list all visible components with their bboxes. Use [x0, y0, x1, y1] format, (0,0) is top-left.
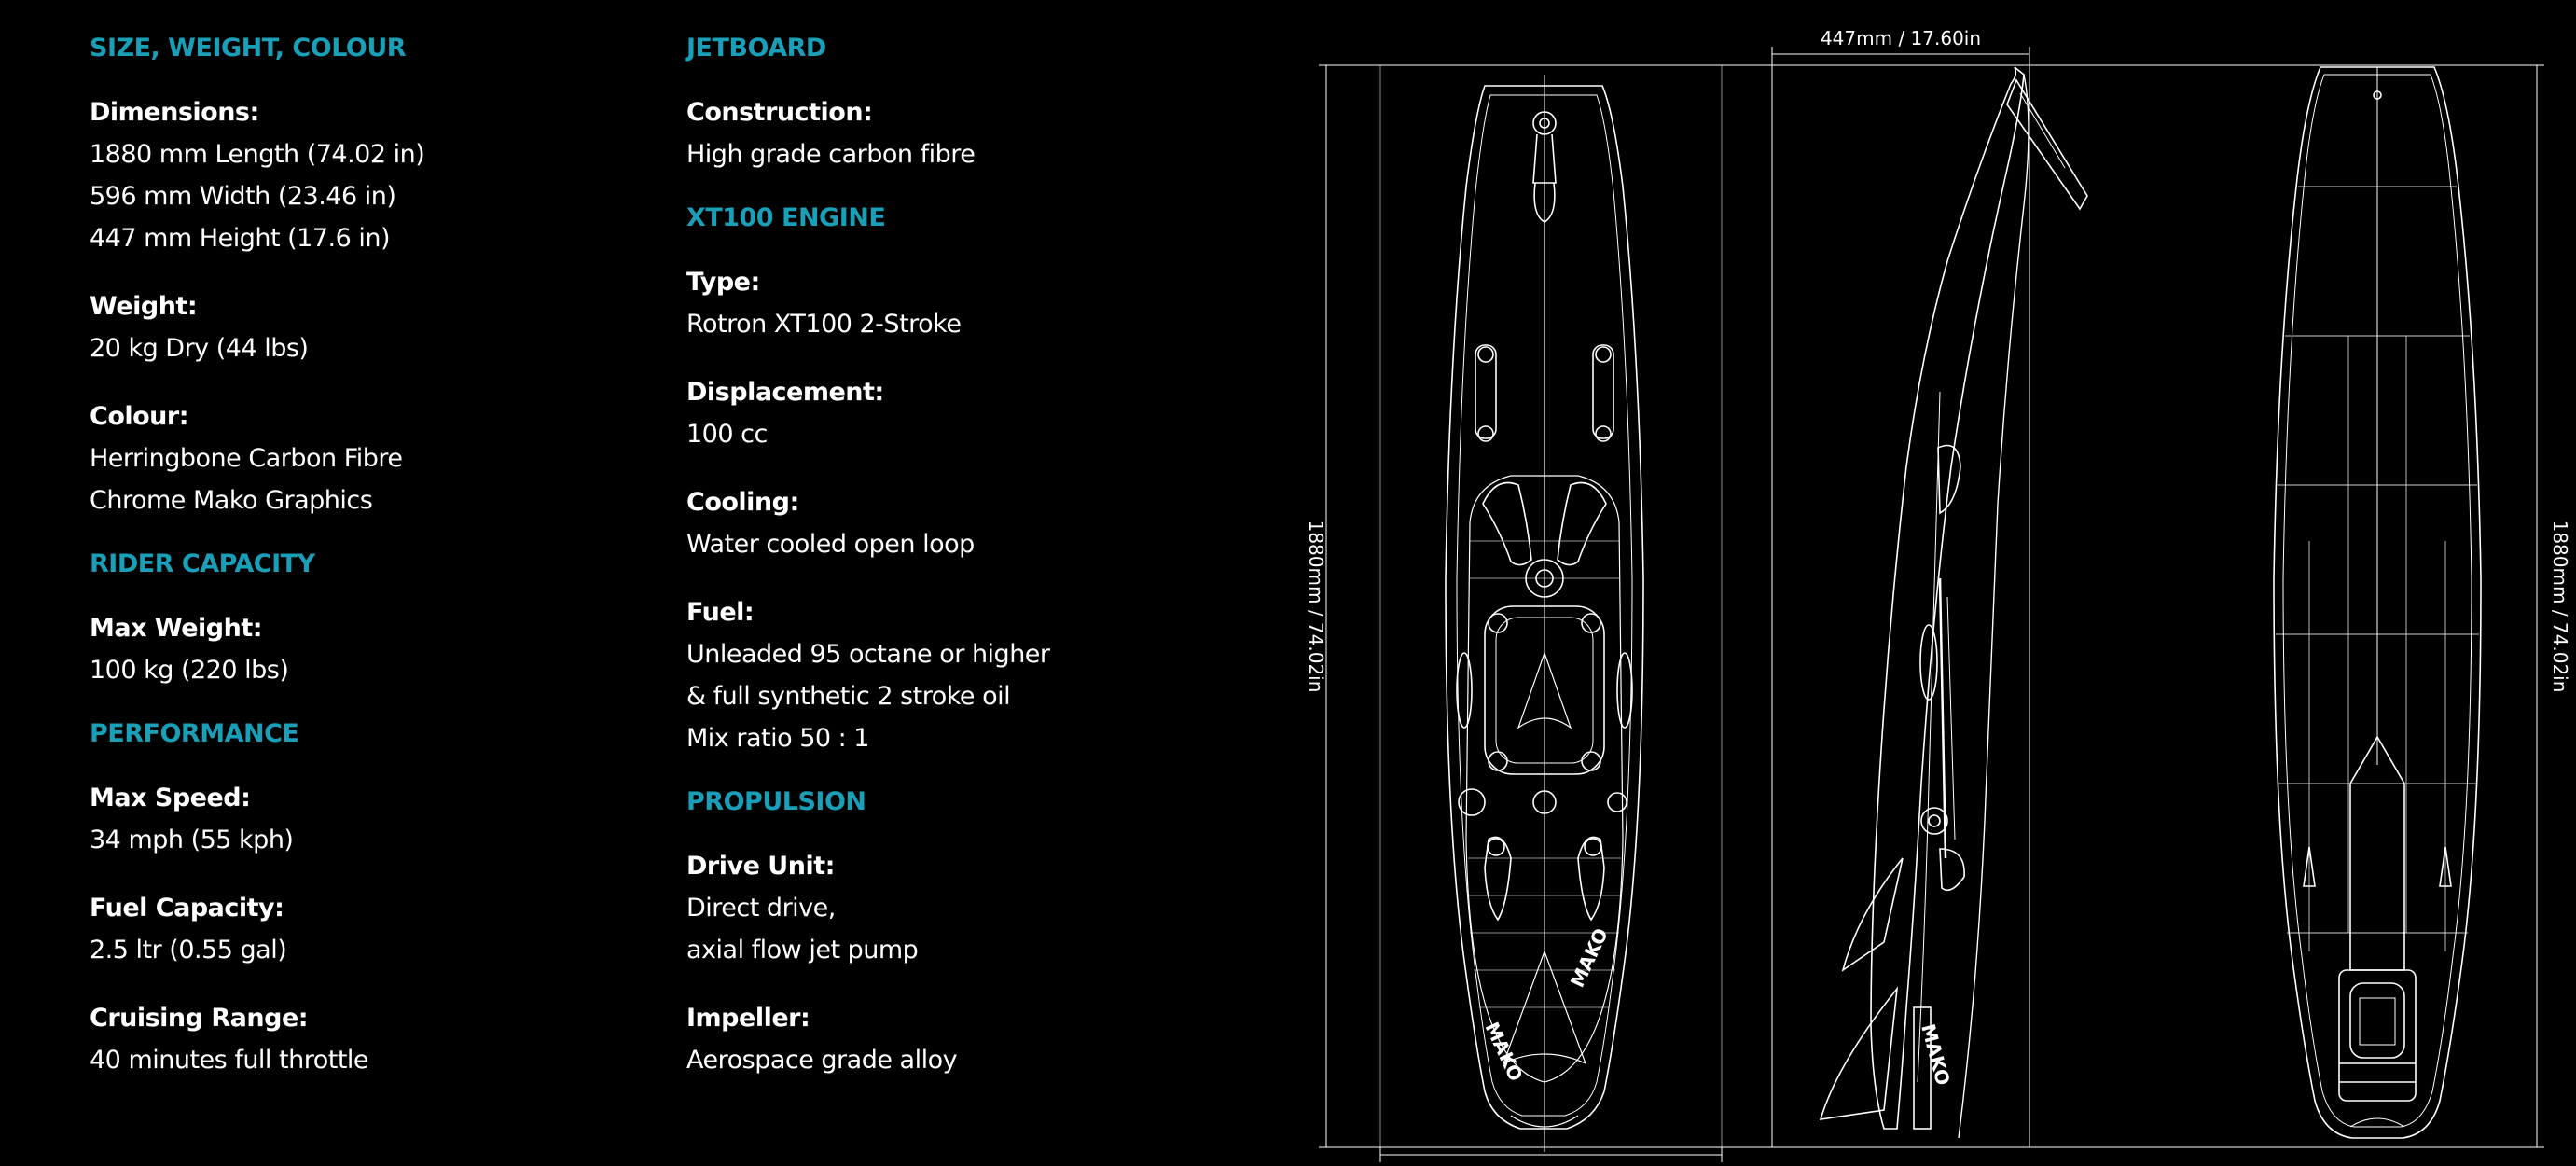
spec-label: Fuel Capacity:	[90, 894, 284, 923]
spec-value: Unleaded 95 octane or higher	[686, 640, 1050, 669]
spec-section-xt100-engine	[686, 201, 1246, 759]
spec-value: 596 mm Width (23.46 in)	[90, 182, 396, 211]
spec-item	[686, 997, 1246, 1081]
spec-item	[686, 261, 1246, 345]
spec-item	[686, 481, 1246, 565]
section-heading: RIDER CAPACITY	[90, 549, 315, 578]
spec-value: & full synthetic 2 stroke oil	[686, 682, 1011, 711]
spec-section-size-weight-colour	[90, 32, 612, 521]
spec-item	[686, 91, 1246, 175]
dimension-lines	[1319, 47, 2544, 1162]
spec-label: Fuel:	[686, 598, 755, 627]
spec-value: Aerospace grade alloy	[686, 1046, 958, 1075]
spec-item	[90, 887, 612, 971]
spec-value: 1880 mm Length (74.02 in)	[90, 140, 425, 169]
spec-value: High grade carbon fibre	[686, 140, 976, 169]
spec-value: Chrome Mako Graphics	[90, 486, 373, 515]
section-heading: PERFORMANCE	[90, 719, 299, 748]
spec-value: 447 mm Height (17.6 in)	[90, 224, 391, 253]
side-view-drawing	[1772, 54, 2087, 1147]
section-heading: SIZE, WEIGHT, COLOUR	[90, 34, 407, 62]
spec-label: Cruising Range:	[90, 1004, 309, 1033]
spec-value: 34 mph (55 kph)	[90, 826, 294, 854]
spec-item	[686, 591, 1246, 759]
length-dimension-label-right: 1880mm / 74.02in	[2549, 520, 2571, 693]
specs-column-left	[90, 32, 612, 1107]
spec-item	[90, 997, 612, 1081]
height-dimension-label: 447mm / 17.60in	[1820, 27, 1982, 49]
spec-value: axial flow jet pump	[686, 936, 919, 965]
spec-label: Impeller:	[686, 1004, 810, 1033]
spec-value: 100 cc	[686, 420, 768, 449]
spec-item	[90, 91, 612, 259]
jetboard-technical-drawings	[1287, 19, 2576, 1166]
spec-section-jetboard	[686, 32, 1246, 175]
drawings-svg	[1287, 19, 2576, 1166]
spec-value: Rotron XT100 2-Stroke	[686, 310, 962, 339]
spec-label: Max Speed:	[90, 784, 251, 812]
top-view-drawing	[1446, 75, 1643, 1152]
specs-column-middle	[686, 32, 1246, 1107]
brand-mark-side: MAKO	[1917, 1021, 1955, 1088]
spec-label: Max Weight:	[90, 614, 263, 643]
spec-value: 100 kg (220 lbs)	[90, 656, 289, 685]
spec-value: 2.5 ltr (0.55 gal)	[90, 936, 287, 965]
spec-label: Construction:	[686, 98, 873, 127]
section-heading: PROPULSION	[686, 787, 866, 816]
spec-label: Cooling:	[686, 488, 799, 517]
spec-value: 40 minutes full throttle	[90, 1046, 369, 1075]
length-dimension-label-left: 1880mm / 74.02in	[1305, 520, 1327, 693]
brand-mark-right: MAKO	[1565, 924, 1613, 992]
spec-item	[90, 285, 612, 369]
spec-value: Herringbone Carbon Fibre	[90, 444, 403, 473]
spec-label: Displacement:	[686, 378, 884, 407]
spec-item	[90, 396, 612, 521]
spec-value: Direct drive,	[686, 894, 836, 923]
spec-label: Type:	[686, 268, 760, 297]
spec-label: Drive Unit:	[686, 852, 835, 881]
spec-item	[686, 845, 1246, 971]
spec-label: Dimensions:	[90, 98, 259, 127]
bottom-view-drawing	[2274, 67, 2481, 1138]
section-heading: XT100 ENGINE	[686, 203, 886, 232]
spec-item	[686, 371, 1246, 455]
spec-section-propulsion	[686, 785, 1246, 1081]
spec-item	[90, 777, 612, 861]
spec-section-rider-capacity	[90, 548, 612, 691]
spec-item	[90, 607, 612, 691]
section-heading: JETBOARD	[686, 34, 826, 62]
spec-value: Water cooled open loop	[686, 530, 975, 559]
spec-value: 20 kg Dry (44 lbs)	[90, 334, 309, 363]
spec-section-performance	[90, 717, 612, 1081]
spec-label: Colour:	[90, 402, 189, 431]
brand-mark-left: MAKO	[1480, 1018, 1528, 1085]
spec-value: Mix ratio 50 : 1	[686, 724, 869, 753]
spec-label: Weight:	[90, 292, 198, 321]
